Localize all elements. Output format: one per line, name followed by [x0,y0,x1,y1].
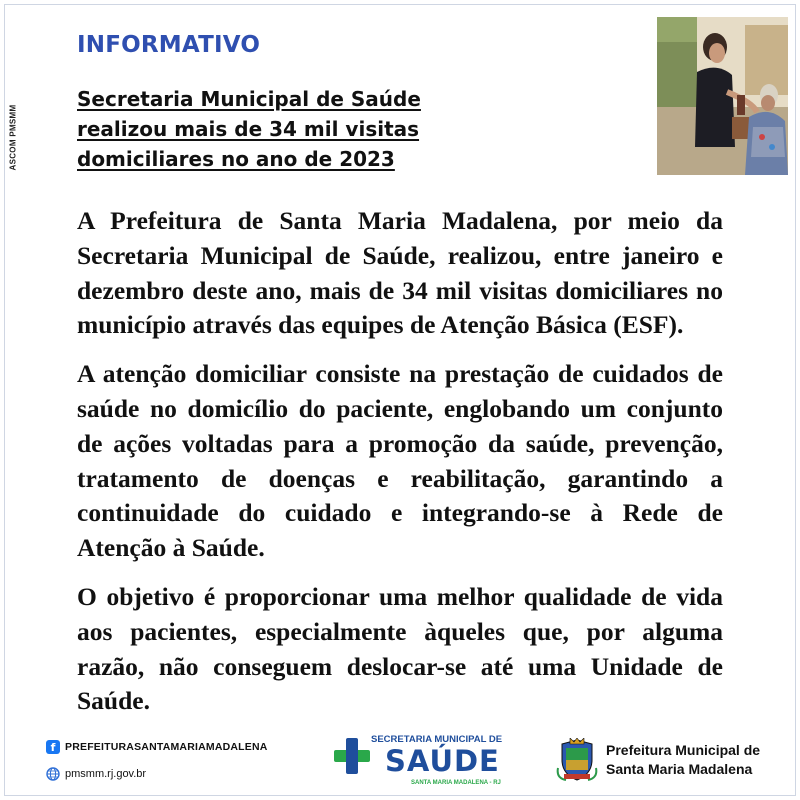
paragraph-1: A Prefeitura de Santa Maria Madalena, por meio da Secretaria Municipal de Saúde, realizou, entre janeiro e dezembro deste ano, mais de 34 mil visitas domiciliares no município através das equipes de Atenção Básica (ESF). [77,206,723,340]
home-visit-photo [657,17,788,175]
article-body [77,204,723,733]
photo-credit [0,95,26,180]
website-link[interactable]: pmsmm.rj.gov.br [65,768,147,780]
paragraph-2: A atenção domiciliar consiste na prestação de cuidados de saúde no domicílio do paciente, englobando um conjunto de ações voltadas para a promoção da saúde, prevenção, tratamento de doenças e reabilitação, garantindo a continuidade do cuidado e integrando-se à Rede de Atenção à Saúde. [77,359,723,563]
facebook-icon: f [46,740,60,754]
municipal-crest [556,738,598,782]
globe-icon [46,767,60,781]
prefeitura-line-2: Santa Maria Madalena [606,761,753,777]
kicker-label: INFORMATIVO [77,32,261,58]
photo-credit-text: ASCOM PMSMM [8,104,18,171]
paragraph-3: O objetivo é proporcionar uma melhor qualidade de vida aos pacientes, especialmente àqueles que, por alguma razão, não conseguem deslocar-se até uma Unidade de Saúde. [77,581,723,716]
prefeitura-line-1: Prefeitura Municipal de [606,742,761,758]
website-row[interactable] [46,765,268,783]
saude-logo-top: SECRETARIA MUNICIPAL DE [371,734,503,745]
saude-logo-bottom: SANTA MARIA MADALENA - RJ [411,780,501,786]
headline-line-1: Secretaria Municipal de Saúde [77,87,421,111]
facebook-row[interactable] [46,738,268,756]
facebook-handle[interactable]: PREFEITURASANTAMARIAMADALENA [65,741,268,753]
headline [77,84,557,174]
saude-logo [333,732,503,790]
headline-line-2: realizou mais de 34 mil visitas [77,117,420,141]
prefeitura-logo [556,738,760,782]
saude-logo-word: SAÚDE [385,744,500,778]
prefeitura-name [606,741,760,779]
saude-cross-logo [333,736,371,776]
headline-line-3: domiciliares no ano de 2023 [77,147,395,171]
footer-contacts [46,738,268,792]
